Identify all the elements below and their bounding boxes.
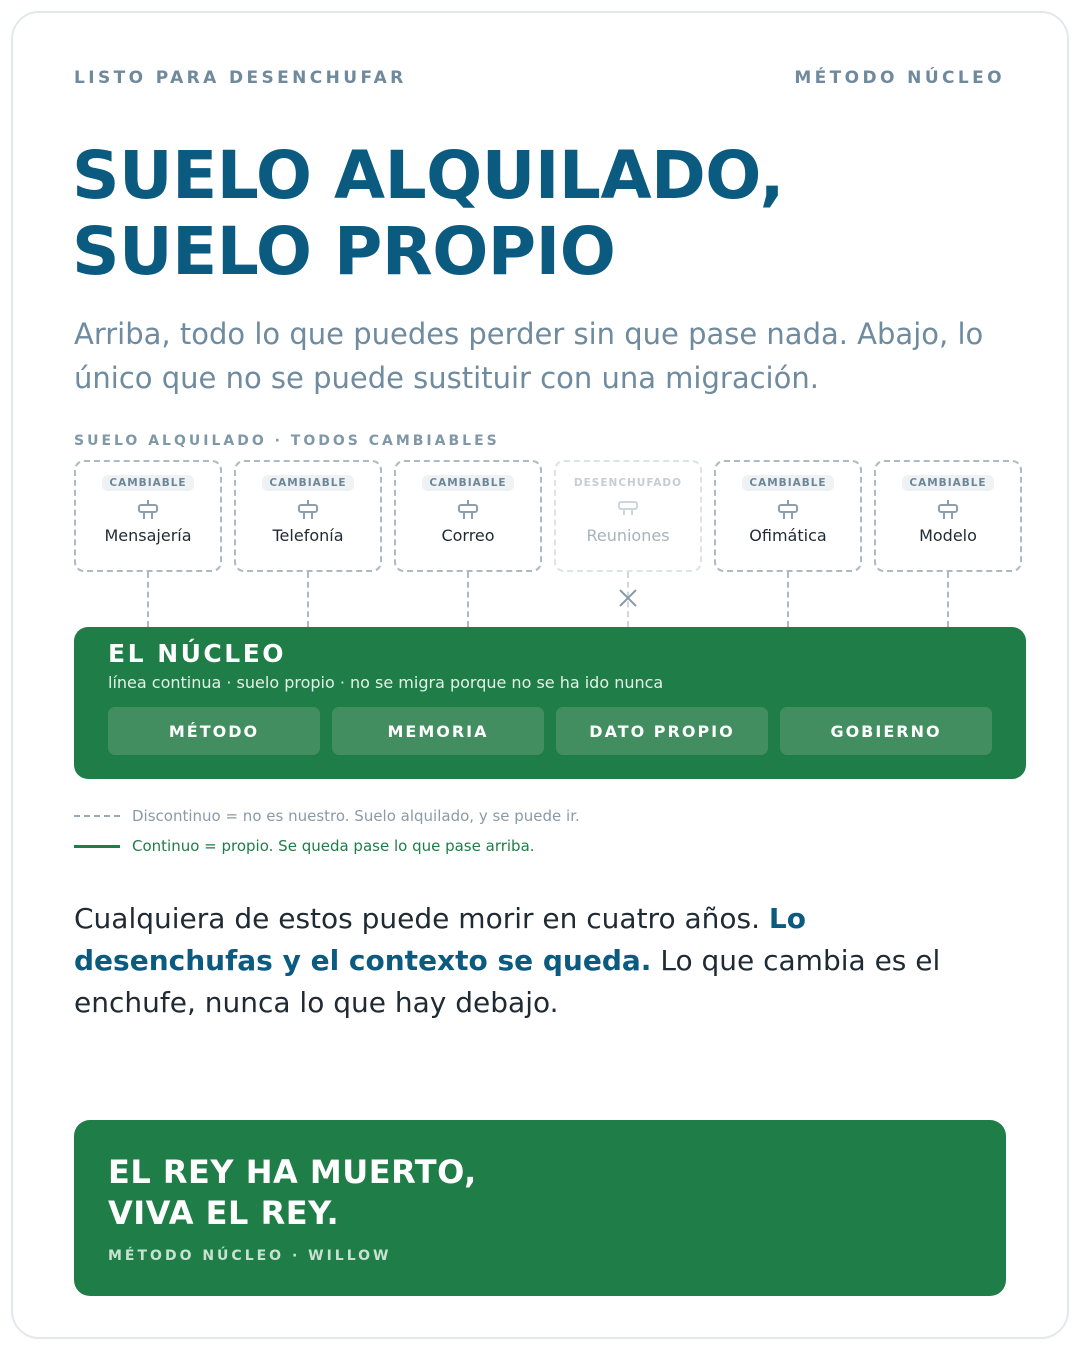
body-paragraph [74, 898, 984, 1024]
body-part-1: Cualquiera de estos puede morir en cuatro años. [74, 902, 769, 935]
headline-line-1: SUELO ALQUILADO, [72, 137, 785, 214]
core-title: EL NÚCLEO [108, 639, 287, 668]
subtitle: Arriba, todo lo que puedes perder sin que pase nada. Abajo, lo único que no se puede sustituir con una migración. [74, 317, 984, 395]
dashed-line-swatch [74, 815, 120, 817]
tile-label: Correo [441, 526, 495, 545]
tile-reuniones [554, 460, 702, 572]
dashed-connector [787, 572, 789, 627]
tile-badge: CAMBIABLE [742, 475, 833, 491]
body-part-2: Lo que cambia es el enchufe, nunca lo que hay debajo. [74, 944, 941, 1019]
disconnected-x-icon [617, 587, 639, 609]
rented-section-label: SUELO ALQUILADO · TODOS CAMBIABLES [74, 433, 500, 449]
tile-mensajeria [74, 460, 222, 572]
footer-title [108, 1152, 477, 1234]
eyebrow-left: LISTO PARA DESENCHUFAR [74, 68, 407, 88]
footer-line-2: VIVA EL REY. [108, 1194, 340, 1232]
pillar-gobierno: GOBIERNO [780, 707, 992, 755]
tile-badge: CAMBIABLE [102, 475, 193, 491]
body-highlight: Lo desenchufas y el contexto se queda. [74, 902, 806, 977]
tile-correo [394, 460, 542, 572]
core-panel [74, 627, 1026, 779]
tile-label: Modelo [919, 526, 977, 545]
tile-badge: CAMBIABLE [262, 475, 353, 491]
tile-badge: CAMBIABLE [902, 475, 993, 491]
plug-icon [775, 500, 801, 522]
plug-icon [295, 500, 321, 522]
tile-ofimatica [714, 460, 862, 572]
solid-line-swatch [74, 845, 120, 848]
pillar-dato-propio: DATO PROPIO [556, 707, 768, 755]
pillar-memoria: MEMORIA [332, 707, 544, 755]
footer-signature: MÉTODO NÚCLEO · WILLOW [108, 1248, 392, 1264]
plug-icon [455, 500, 481, 522]
footer-banner [74, 1120, 1006, 1296]
tile-telefonia [234, 460, 382, 572]
tile-modelo [874, 460, 1022, 572]
tile-label: Mensajería [104, 526, 192, 545]
dashed-connector [947, 572, 949, 627]
tile-badge: CAMBIABLE [422, 475, 513, 491]
tile-label: Ofimática [749, 526, 827, 545]
tile-label: Telefonía [272, 526, 344, 545]
plug-icon [615, 500, 641, 522]
eyebrow-right: MÉTODO NÚCLEO [794, 68, 1005, 88]
plug-icon [135, 500, 161, 522]
dashed-connector [307, 572, 309, 627]
headline [72, 138, 1012, 290]
pillar-metodo: MÉTODO [108, 707, 320, 755]
headline-line-2: SUELO PROPIO [72, 213, 616, 290]
tile-badge: DESENCHUFADO [567, 475, 689, 491]
legend-solid-text: Continuo = propio. Se queda pase lo que pase arriba. [132, 837, 535, 855]
footer-line-1: EL REY HA MUERTO, [108, 1153, 477, 1191]
plug-icon [935, 500, 961, 522]
rented-tiles [74, 460, 1026, 630]
core-subtitle: línea continua · suelo propio · no se migra porque no se ha ido nunca [108, 673, 664, 692]
dashed-connector [147, 572, 149, 627]
legend-dashed [74, 806, 580, 826]
dashed-connector [467, 572, 469, 627]
legend-dashed-text: Discontinuo = no es nuestro. Suelo alquilado, y se puede ir. [132, 807, 580, 825]
legend-solid [74, 836, 535, 856]
tile-label: Reuniones [586, 526, 670, 545]
